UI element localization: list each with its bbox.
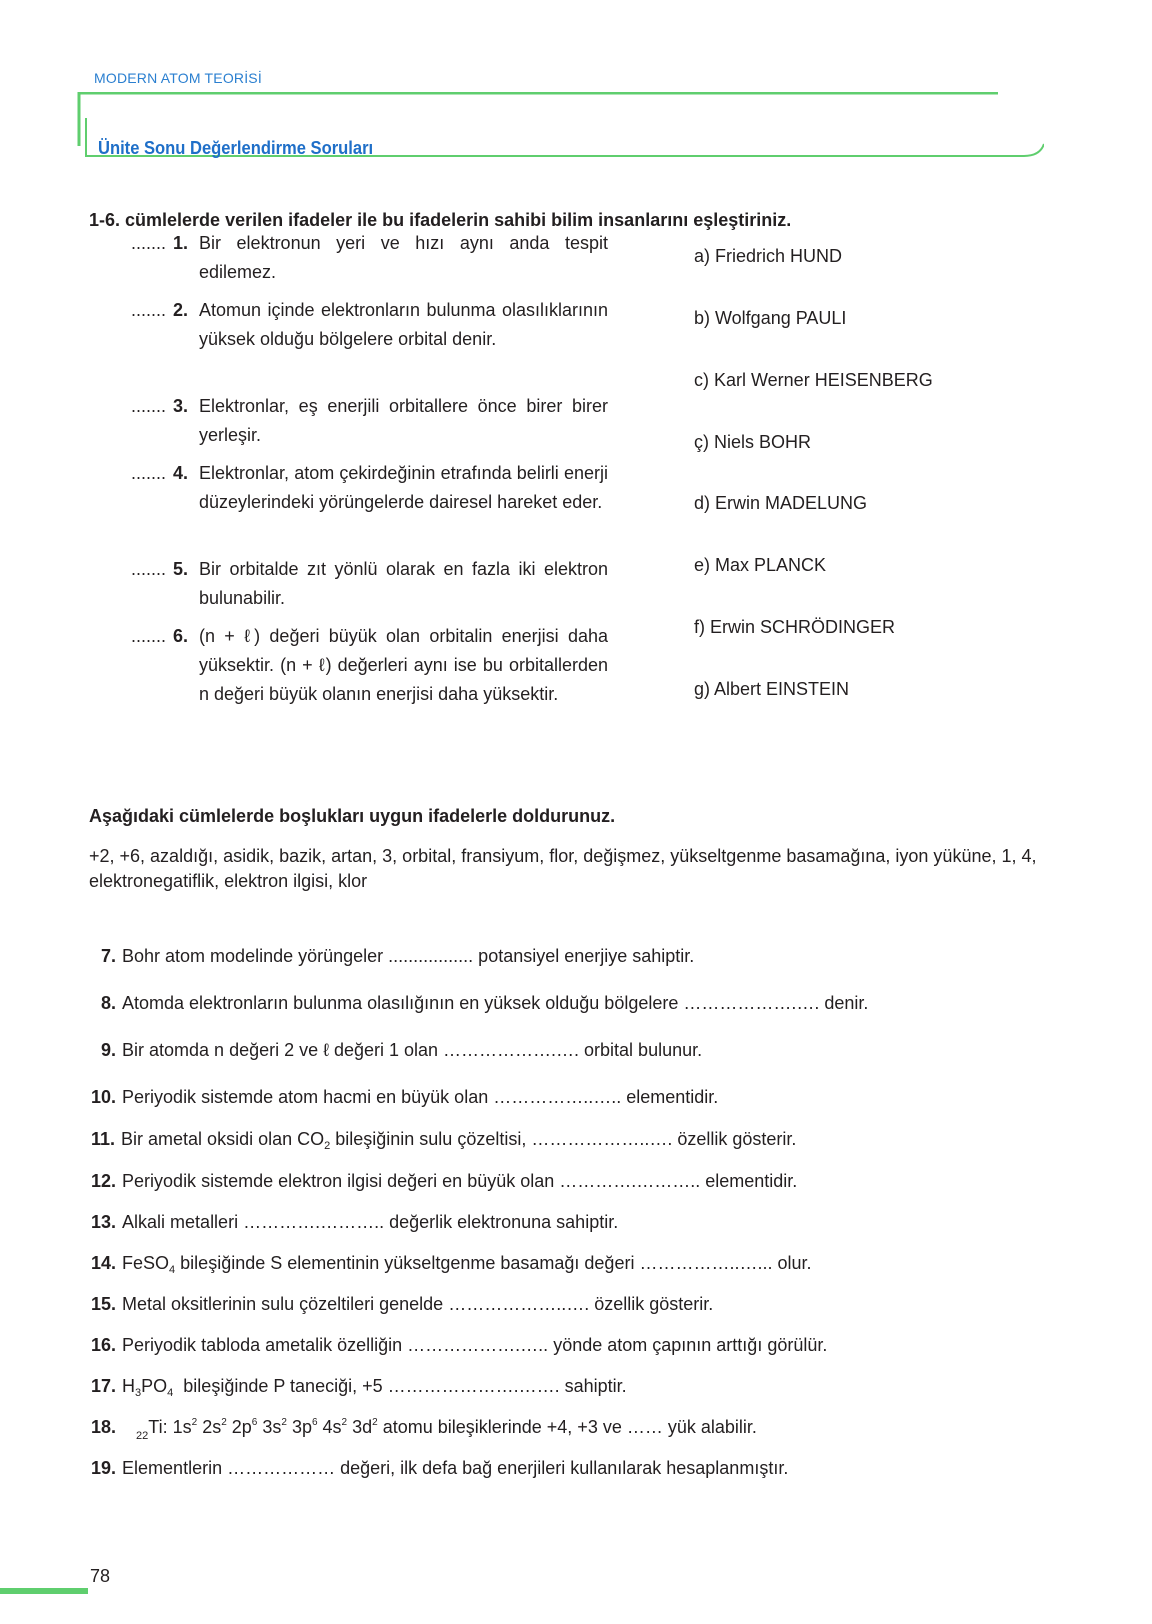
question-text: Bohr atom modelinde yörüngeler ................. potansiyel enerjiye sahiptir.	[122, 946, 695, 966]
superscript: 2	[341, 1417, 348, 1428]
question-number: 12.	[91, 1171, 117, 1191]
matching-instructions: 1-6. cümlelerde verilen ifadeler ile bu ifadelerin sahibi bilim insanlarını eşleştiriniz.	[89, 210, 792, 230]
question-text: Elektronlar, eş enerjili orbitallere önce birer birer yerleşir.	[199, 396, 608, 445]
question-text: Bir ametal oksidi olan CO	[121, 1129, 325, 1149]
question-number: 10.	[91, 1087, 117, 1107]
answer-option: ç) Niels BOHR	[694, 432, 812, 452]
question-text: Periyodik sistemde atom hacmi en büyük olan ……………..….. elementidir.	[122, 1087, 719, 1107]
word-bank: +2, +6, azaldığı, asidik, bazik, artan, 3, orbital, fransiyum, flor, değişmez, yükseltgenme basamağına, iyon yüküne, 1, 4, elektronegatiflik, elektron ilgisi, klor	[89, 846, 1037, 891]
question-number: 3.	[173, 396, 189, 416]
superscript: 2	[372, 1417, 378, 1428]
question-text: Atomda elektronların bulunma olasılığının en yüksek olduğu bölgelere ……………….…. denir.	[122, 993, 869, 1013]
question-text: FeSO	[122, 1253, 170, 1273]
subscript: 3	[135, 1387, 142, 1399]
fill-question	[91, 1253, 811, 1276]
fill-question	[101, 993, 868, 1014]
fill-question	[91, 1294, 713, 1315]
question-text: atomu bileşiklerinde +4, +3 ve …… yük alabilir.	[377, 1417, 757, 1437]
question-number: 6.	[173, 626, 189, 646]
question-text: Alkali metalleri ………….……….. değerlik elektronuna sahiptir.	[122, 1212, 619, 1232]
chapter-label: MODERN ATOM TEORİSİ	[94, 70, 262, 86]
matching-question	[131, 459, 608, 517]
question-number: 5.	[173, 559, 189, 579]
fill-question	[91, 1087, 718, 1108]
superscript: 6	[311, 1417, 318, 1428]
question-text: Bir orbitalde zıt yönlü olarak en fazla iki elektron bulunabilir.	[199, 559, 608, 608]
question-number: 4.	[173, 463, 189, 483]
question-text: Periyodik tabloda ametalik özelliğin ……………….….. yönde atom çapının arttığı görülür.	[122, 1335, 828, 1355]
fill-question	[91, 1417, 757, 1442]
electron-configuration: 4s	[317, 1417, 342, 1437]
answer-blank: .......	[131, 463, 167, 483]
question-text: Metal oksitlerinin sulu çözeltileri genelde ………………..…. özellik gösterir.	[122, 1294, 714, 1314]
fill-question	[91, 1458, 788, 1479]
section-title: Ünite Sonu Değerlendirme Soruları	[98, 138, 374, 158]
electron-configuration: 2s	[197, 1417, 222, 1437]
superscript: 2	[221, 1417, 227, 1428]
superscript: 2	[281, 1417, 287, 1428]
electron-configuration: Ti: 1s	[148, 1417, 192, 1437]
answer-option: g) Albert EINSTEIN	[694, 679, 850, 699]
matching-question	[131, 392, 608, 450]
question-number: 17.	[91, 1376, 117, 1396]
answer-blank: .......	[131, 396, 167, 416]
footer-accent-bar	[0, 1588, 88, 1594]
answer-option: a) Friedrich HUND	[694, 246, 843, 266]
formula: H	[122, 1376, 136, 1396]
question-text: (n + ℓ) değeri büyük olan orbitalin enerjisi daha yüksektir. (n + ℓ) değerleri aynı ise bu orbitallerden n değeri büyük olanın enerjisi daha yüksektir.	[199, 626, 608, 704]
answer-blank: .......	[131, 233, 167, 253]
question-number: 2.	[173, 300, 189, 320]
superscript: 2	[191, 1417, 198, 1428]
question-number: 19.	[91, 1458, 117, 1478]
question-number: 14.	[91, 1253, 117, 1273]
page-number: 78	[90, 1566, 111, 1586]
electron-configuration: 3s	[257, 1417, 282, 1437]
fill-in-instructions: Aşağıdaki cümlelerde boşlukları uygun ifadelerle doldurunuz.	[89, 806, 616, 826]
answer-option: f) Erwin SCHRÖDINGER	[694, 617, 896, 637]
question-text: Atomun içinde elektronların bulunma olasılıklarının yüksek olduğu bölgelere orbital denir.	[199, 300, 608, 349]
question-number: 8.	[101, 993, 117, 1013]
superscript: 6	[251, 1417, 258, 1428]
electron-configuration: 3p	[286, 1417, 312, 1437]
question-number: 16.	[91, 1335, 117, 1355]
question-number: 15.	[91, 1294, 117, 1314]
question-number: 11.	[91, 1129, 116, 1149]
answer-blank: .......	[131, 300, 167, 320]
subscript: 4	[167, 1387, 174, 1399]
matching-question	[131, 296, 608, 354]
answer-option: e) Max PLANCK	[694, 555, 827, 575]
question-number: 1.	[173, 233, 189, 253]
question-number: 18.	[91, 1417, 117, 1437]
fill-question	[101, 1040, 702, 1061]
question-text: bileşiğinin sulu çözeltisi, ………………..…. özellik gösterir.	[330, 1129, 797, 1149]
question-text: Bir elektronun yeri ve hızı aynı anda tespit edilemez.	[199, 233, 608, 282]
question-number: 7.	[101, 946, 117, 966]
answer-blank: .......	[131, 559, 167, 579]
matching-question	[131, 622, 608, 709]
question-text: Periyodik sistemde elektron ilgisi değeri en büyük olan ………….……….. elementidir.	[122, 1171, 798, 1191]
answer-option: c) Karl Werner HEISENBERG	[694, 370, 933, 390]
question-text: bileşiğinde P taneciği, +5 ………………….……. sahiptir.	[173, 1376, 627, 1396]
fill-question	[101, 946, 694, 967]
matching-question	[131, 229, 608, 287]
atomic-number: 22	[136, 1430, 149, 1442]
matching-question	[131, 555, 608, 613]
fill-question	[91, 1335, 827, 1356]
answer-option: b) Wolfgang PAULI	[694, 308, 847, 328]
subscript: 4	[169, 1264, 176, 1276]
fill-question	[91, 1212, 618, 1233]
fill-question	[91, 1376, 627, 1399]
question-number: 13.	[91, 1212, 117, 1232]
electron-configuration: 3d	[347, 1417, 373, 1437]
formula: PO	[141, 1376, 168, 1396]
answer-blank: .......	[131, 626, 167, 646]
question-text: Bir atomda n değeri 2 ve ℓ değeri 1 olan ……………….…. orbital bulunur.	[122, 1040, 703, 1060]
fill-question	[91, 1171, 797, 1192]
question-text: bileşiğinde S elementinin yükseltgenme basamağı değeri ……………..…... olur.	[175, 1253, 812, 1273]
fill-question	[91, 1129, 796, 1152]
question-number: 9.	[101, 1040, 117, 1060]
answer-option: d) Erwin MADELUNG	[694, 493, 868, 513]
subscript: 2	[324, 1140, 331, 1152]
question-text: Elektronlar, atom çekirdeğinin etrafında belirli enerji düzeylerindeki yörüngelerde dairesel hareket eder.	[199, 463, 608, 512]
electron-configuration: 2p	[226, 1417, 252, 1437]
question-text: Elementlerin ……………… değeri, ilk defa bağ enerjileri kullanılarak hesaplanmıştır.	[122, 1458, 789, 1478]
